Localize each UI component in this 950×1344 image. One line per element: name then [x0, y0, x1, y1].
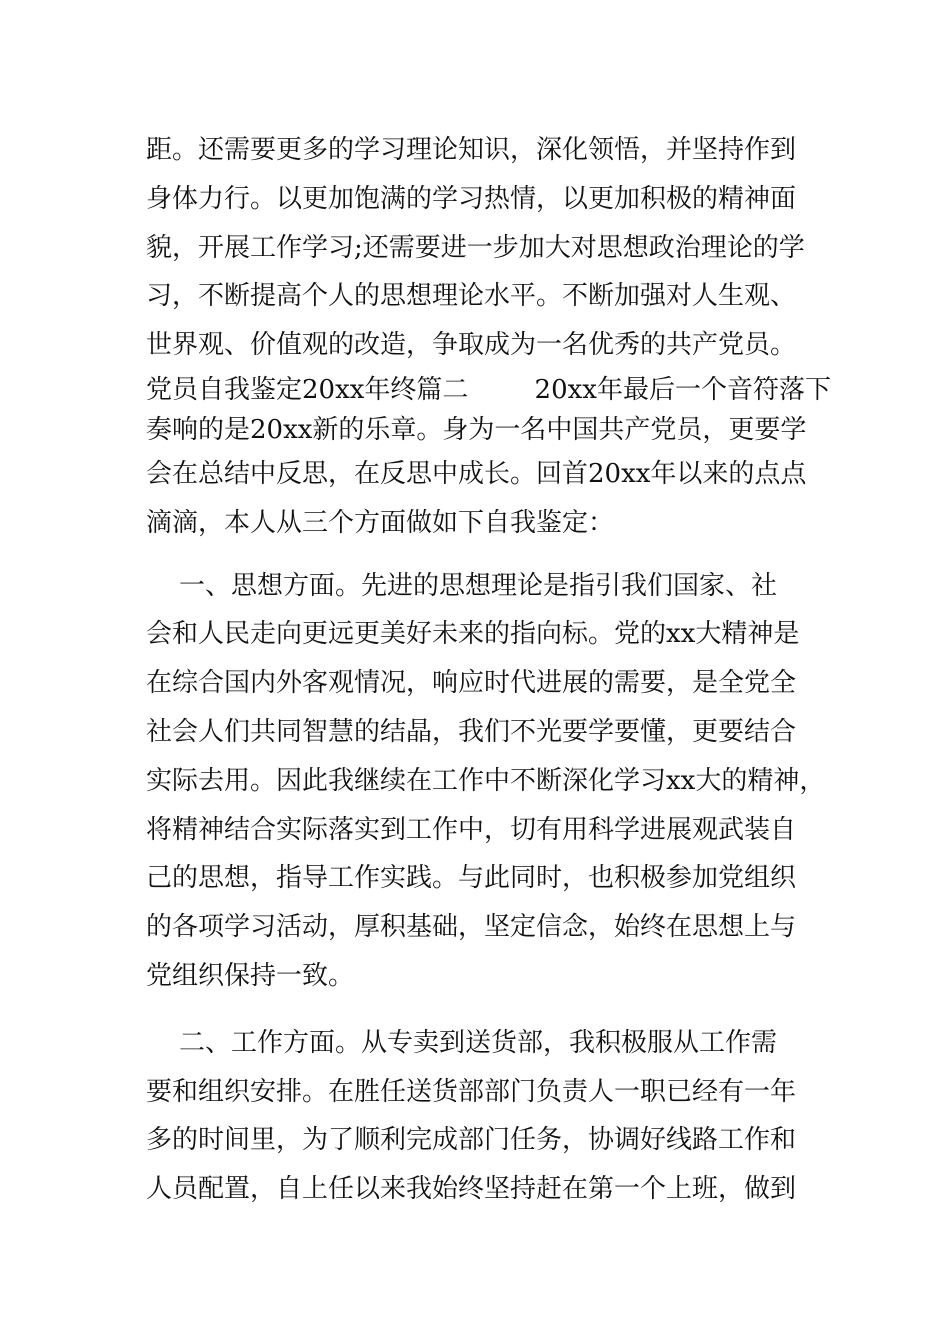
text-line: 人员配置，自上任以来我始终坚持赶在第一个上班，做到	[146, 1174, 797, 1205]
text-line: 实际去用。因此我继续在工作中不断深化学习xx大的精神，	[146, 765, 826, 796]
text-line: 的各项学习活动，厚积基础，坚定信念，始终在思想上与	[146, 912, 797, 943]
text-line: 习，不断提高个人的思想理论水平。不断加强对人生观、	[146, 281, 797, 312]
document-body	[146, 126, 831, 1214]
text-line: 滴滴，本人从三个方面做如下自我鉴定：	[146, 507, 615, 538]
text-line: 己的思想，指导工作实践。与此同时，也积极参加党组织	[146, 863, 797, 894]
text-line: 世界观、价值观的改造，争取成为一名优秀的共产党员。	[146, 330, 797, 361]
text-line: 会在总结中反思，在反思中成长。回首20xx年以来的点点	[146, 458, 807, 489]
text-line: 在综合国内外客观情况，响应时代进展的需要，是全党全	[146, 668, 797, 699]
paragraph-start-line: 一、思想方面。先进的思想理论是指引我们国家、社	[146, 570, 778, 601]
text-line: 要和组织安排。在胜任送货部部门负责人一职已经有一年	[146, 1076, 797, 1107]
text-line: 距。还需要更多的学习理论知识，深化领悟，并坚持作到	[146, 135, 797, 165]
text-line: 身体力行。以更加饱满的学习热情，以更加积极的精神面	[146, 183, 797, 214]
paragraph-start-line: 二、工作方面。从专卖到送货部，我积极服从工作需	[146, 1027, 778, 1058]
text-line: 貌，开展工作学习;还需要进一步加大对思想政治理论的学	[146, 232, 805, 263]
text-line: 党组织保持一致。	[146, 960, 355, 991]
text-line: 奏响的是20xx新的乐章。身为一名中国共产党员，更要学	[146, 414, 807, 445]
text-line: 社会人们共同智慧的结晶，我们不光要学要懂，更要结合	[146, 716, 797, 747]
section-heading-line: 党员自我鉴定20xx年终篇二 20xx年最后一个音符落下	[146, 374, 831, 405]
text-line: 会和人民走向更远更美好未来的指向标。党的xx大精神是	[146, 619, 800, 650]
text-line: 将精神结合实际落实到工作中，切有用科学进展观武装自	[146, 814, 797, 845]
text-line: 多的时间里，为了顺利完成部门任务，协调好线路工作和	[146, 1125, 797, 1156]
